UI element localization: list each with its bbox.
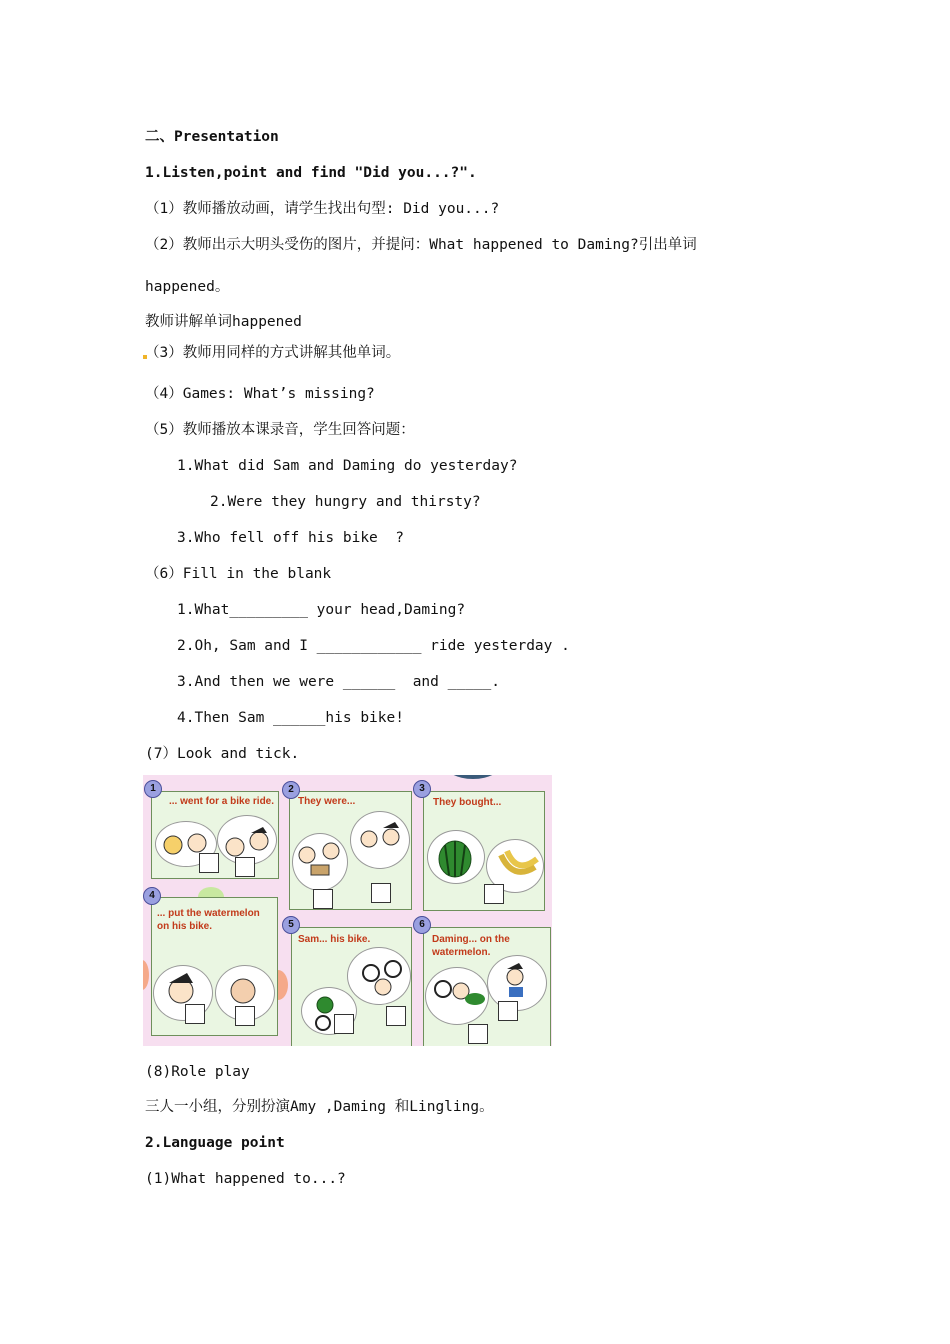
- fill-1: 1.What_________ your head,Daming?: [177, 602, 466, 618]
- panel-caption: ... went for a bike ride.: [169, 796, 275, 807]
- panel-caption: They bought...: [433, 797, 502, 808]
- step-3: （3）教师用同样的方式讲解其他单词。: [145, 345, 401, 361]
- step-4: （4）Games: What’s missing?: [145, 386, 375, 402]
- step-7: (7）Look and tick.: [145, 746, 300, 762]
- question-2: 2.Were they hungry and thirsty?: [210, 494, 481, 510]
- tick-box[interactable]: [468, 1024, 488, 1044]
- step-5: （5）教师播放本课录音，学生回答问题：: [145, 422, 415, 438]
- panel-number: 5: [282, 916, 300, 934]
- tick-box[interactable]: [484, 884, 504, 904]
- panel-number: 2: [282, 781, 300, 799]
- step-8: (8)Role play: [145, 1064, 250, 1080]
- teach-word: 教师讲解单词happened: [145, 314, 302, 330]
- tick-box[interactable]: [334, 1014, 354, 1034]
- watermelon-and-bananas-icon: [435, 837, 543, 889]
- fill-2: 2.Oh, Sam and I ____________ ride yesterday .: [177, 638, 570, 654]
- characters-eating-icon: [293, 819, 408, 891]
- panel-number: 1: [144, 780, 162, 798]
- fill-4: 4.Then Sam ______his bike!: [177, 710, 404, 726]
- tick-box[interactable]: [498, 1001, 518, 1021]
- step-2b: happened。: [145, 279, 230, 295]
- tick-box[interactable]: [199, 853, 219, 873]
- daming-fell-on-watermelon-icon: [427, 961, 545, 1021]
- tick-box[interactable]: [371, 883, 391, 903]
- tick-box[interactable]: [235, 857, 255, 877]
- step-2a: （2）教师出示大明头受伤的图片，并提问：What happened to Daming?引出单词: [145, 237, 697, 253]
- panel-caption: ... put the watermelon on his bike.: [157, 908, 260, 932]
- step-1: （1）教师播放动画，请学生找出句型: Did you...?: [145, 201, 500, 217]
- tick-box[interactable]: [235, 1006, 255, 1026]
- panel-caption: Daming... on the watermelon.: [432, 934, 510, 958]
- tick-box[interactable]: [185, 1004, 205, 1024]
- look-and-tick-figure: [143, 775, 552, 1046]
- step-6: （6）Fill in the blank: [145, 566, 332, 582]
- question-3: 3.Who fell off his bike ?: [177, 530, 404, 546]
- decor-blob: [443, 775, 503, 779]
- panel-number: 4: [143, 887, 161, 905]
- question-1: 1.What did Sam and Daming do yesterday?: [177, 458, 518, 474]
- panel-caption: Sam... his bike.: [298, 934, 371, 945]
- panel-number: 6: [413, 916, 431, 934]
- role-play-instructions: 三人一小组，分别扮演Amy ,Daming 和Lingling。: [145, 1099, 494, 1115]
- panel-caption: They were...: [298, 796, 356, 807]
- panel-number: 3: [413, 780, 431, 798]
- fill-3: 3.And then we were ______ and _____.: [177, 674, 501, 690]
- tick-box[interactable]: [313, 889, 333, 909]
- section-title: 二、Presentation: [145, 129, 279, 145]
- item-2-title: 2.Language point: [145, 1135, 285, 1151]
- decor-blob: [143, 960, 149, 990]
- language-point-1: (1)What happened to...?: [145, 1171, 346, 1187]
- item-1-title: 1.Listen,point and find "Did you...?".: [145, 165, 477, 181]
- tick-box[interactable]: [386, 1006, 406, 1026]
